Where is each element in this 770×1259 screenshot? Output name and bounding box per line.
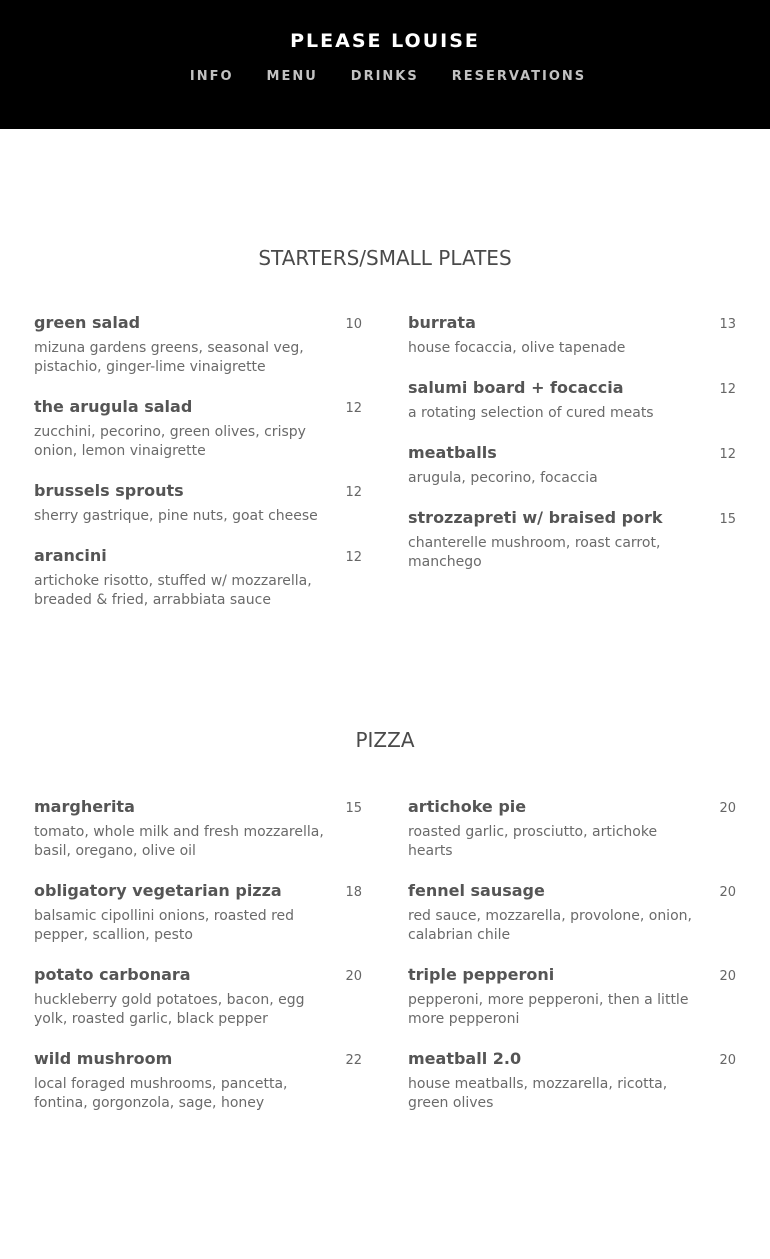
- menu-item: [34, 1049, 362, 1113]
- menu-item-description: zucchini, pecorino, green olives, crispy onion, lemon vinaigrette: [34, 424, 306, 459]
- menu-item-price: 15: [719, 512, 736, 527]
- menu-item-description: huckleberry gold potatoes, bacon, egg yolk, roasted garlic, black pepper: [34, 992, 305, 1027]
- nav-info-link[interactable]: INFO: [189, 69, 234, 84]
- menu-item-description: local foraged mushrooms, pancetta, fontina, gorgonzola, sage, honey: [34, 1076, 288, 1111]
- menu-item-header: [34, 797, 362, 819]
- menu-item-header: [408, 881, 736, 903]
- menu-column-right: [408, 797, 736, 1133]
- menu-item-name: meatball 2.0: [408, 1049, 522, 1068]
- menu-item: [408, 443, 736, 488]
- menu-item: [408, 1049, 736, 1113]
- menu-item-description: house meatballs, mozzarella, ricotta, green olives: [408, 1076, 668, 1111]
- menu-item: [34, 797, 362, 861]
- menu-item: [34, 313, 362, 377]
- menu-item-description: house focaccia, olive tapenade: [408, 340, 626, 356]
- menu-item-header: [34, 313, 362, 335]
- menu-item-price: 20: [719, 969, 736, 984]
- menu-columns: [0, 797, 770, 1133]
- menu-item-header: [408, 797, 736, 819]
- menu-item-price: 20: [719, 885, 736, 900]
- menu-item-description: artichoke risotto, stuffed w/ mozzarella, breaded & fried, arrabbiata sauce: [34, 573, 312, 608]
- main-nav: [0, 69, 770, 85]
- brand-logo-link[interactable]: PLEASE LOUISE: [290, 30, 480, 52]
- menu-item-header: [408, 313, 736, 335]
- menu-item-price: 12: [345, 401, 362, 416]
- menu-item-price: 18: [345, 885, 362, 900]
- menu-item: [408, 378, 736, 423]
- menu-item-price: 10: [345, 317, 362, 332]
- menu-item-header: [408, 1049, 736, 1071]
- menu-item-description: tomato, whole milk and fresh mozzarella, basil, oregano, olive oil: [34, 824, 324, 859]
- menu-item-price: 12: [345, 485, 362, 500]
- menu-item: [34, 397, 362, 461]
- menu-item: [408, 797, 736, 861]
- menu-item: [408, 965, 736, 1029]
- menu-item-header: [408, 443, 736, 465]
- menu-item-name: brussels sprouts: [34, 481, 184, 500]
- menu-item: [34, 481, 362, 526]
- menu-item-description: roasted garlic, prosciutto, artichoke hearts: [408, 824, 658, 859]
- menu-item-name: obligatory vegetarian pizza: [34, 881, 282, 900]
- site-header: [0, 0, 770, 129]
- menu-item-price: 20: [345, 969, 362, 984]
- menu-item-description: balsamic cipollini onions, roasted red pepper, scallion, pesto: [34, 908, 295, 943]
- menu-item-name: triple pepperoni: [408, 965, 555, 984]
- menu-item-price: 12: [719, 382, 736, 397]
- section-title: STARTERS/SMALL PLATES: [258, 246, 512, 270]
- menu-item-description: a rotating selection of cured meats: [408, 405, 654, 421]
- menu-item-price: 22: [345, 1053, 362, 1068]
- menu-item-name: green salad: [34, 313, 141, 332]
- menu-item-price: 15: [345, 801, 362, 816]
- menu-item-description: arugula, pecorino, focaccia: [408, 470, 598, 486]
- menu-item-price: 20: [719, 801, 736, 816]
- menu-item: [408, 313, 736, 358]
- menu-column-right: [408, 313, 736, 630]
- menu-column-left: [34, 797, 362, 1133]
- section-title: PIZZA: [355, 728, 415, 752]
- menu-item-name: arancini: [34, 546, 107, 565]
- menu-item-description: mizuna gardens greens, seasonal veg, pistachio, ginger-lime vinaigrette: [34, 340, 304, 375]
- menu-item-header: [34, 881, 362, 903]
- menu-item-description: sherry gastrique, pine nuts, goat cheese: [34, 508, 318, 524]
- menu-item-name: the arugula salad: [34, 397, 193, 416]
- menu-column-left: [34, 313, 362, 630]
- nav-drinks-link[interactable]: DRINKS: [350, 69, 419, 84]
- menu-item-name: fennel sausage: [408, 881, 545, 900]
- menu-item-description: red sauce, mozzarella, provolone, onion, calabrian chile: [408, 908, 692, 943]
- menu-item-name: wild mushroom: [34, 1049, 173, 1068]
- menu-item-header: [34, 546, 362, 568]
- menu-item-description: pepperoni, more pepperoni, then a little more pepperoni: [408, 992, 689, 1027]
- menu-columns: [0, 313, 770, 630]
- menu-item-header: [408, 378, 736, 400]
- nav-reservations-link[interactable]: RESERVATIONS: [451, 69, 587, 84]
- nav-menu-link[interactable]: MENU: [266, 69, 318, 84]
- menu-item-name: artichoke pie: [408, 797, 527, 816]
- menu-item-name: potato carbonara: [34, 965, 191, 984]
- menu-item: [34, 881, 362, 945]
- menu-item-name: strozzapreti w/ braised pork: [408, 508, 663, 527]
- menu-item: [408, 508, 736, 572]
- menu-item-header: [34, 965, 362, 987]
- menu-item-name: margherita: [34, 797, 135, 816]
- menu-item-header: [34, 397, 362, 419]
- menu-item-name: salumi board + focaccia: [408, 378, 624, 397]
- menu-item-name: burrata: [408, 313, 476, 332]
- menu-item-header: [34, 481, 362, 503]
- pizza-section: [0, 630, 770, 1133]
- menu-item: [408, 881, 736, 945]
- menu-item-header: [34, 1049, 362, 1071]
- menu-item-price: 20: [719, 1053, 736, 1068]
- menu-item-description: chanterelle mushroom, roast carrot, manchego: [408, 535, 661, 570]
- starters-section: [0, 129, 770, 630]
- menu-item-header: [408, 965, 736, 987]
- menu-item-price: 12: [719, 447, 736, 462]
- menu-item-header: [408, 508, 736, 530]
- menu-item-name: meatballs: [408, 443, 497, 462]
- menu-item: [34, 546, 362, 610]
- menu-item: [34, 965, 362, 1029]
- menu-item-price: 12: [345, 550, 362, 565]
- menu-item-price: 13: [719, 317, 736, 332]
